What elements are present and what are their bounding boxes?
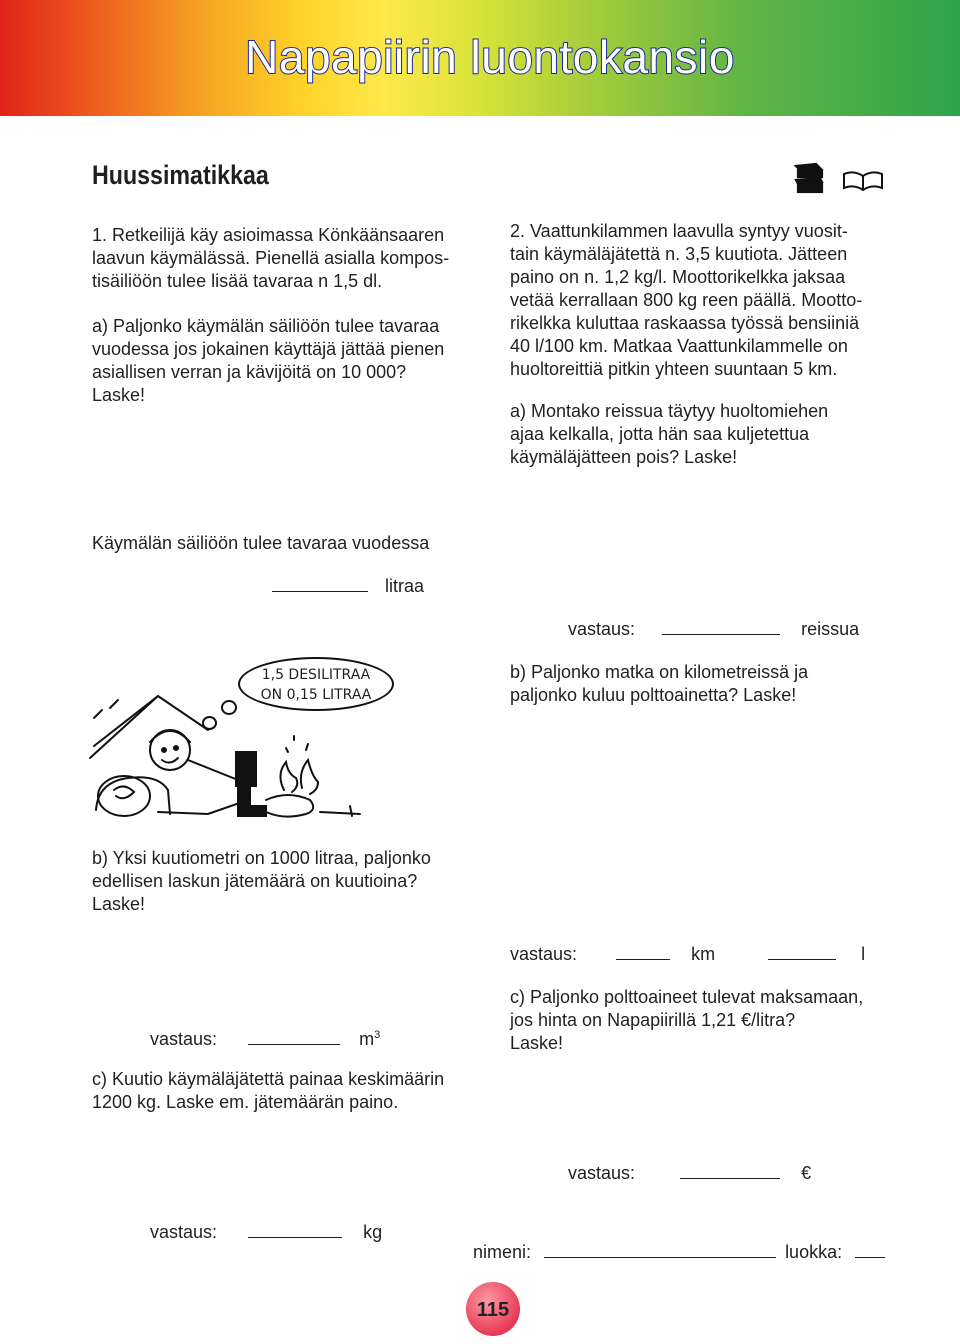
answer-2b-km-blank[interactable] bbox=[616, 957, 670, 960]
answer-2b-row bbox=[510, 943, 865, 966]
q2-line: huoltoreittiä pitkin yhteen suuntaan 5 km. bbox=[510, 359, 838, 379]
q1c-line: 1200 kg. Laske em. jätemäärän paino. bbox=[92, 1092, 399, 1112]
q2-line: 40 l/100 km. Matkaa Vaattunkilammelle on bbox=[510, 336, 848, 356]
books-icon bbox=[792, 160, 892, 198]
header-banner bbox=[0, 0, 960, 116]
name-class-row bbox=[473, 1241, 885, 1264]
answer-c-row bbox=[150, 1221, 382, 1244]
answer-2a-row bbox=[568, 618, 859, 641]
q1b-line: b) Yksi kuutiometri on 1000 litraa, paljonko bbox=[92, 848, 431, 868]
q2-line: rikelkka kuluttaa raskaassa työssä bensiiniä bbox=[510, 313, 860, 333]
question-2c bbox=[510, 986, 930, 1055]
answer-b-label: vastaus: bbox=[150, 1029, 218, 1049]
q2c-line: c) Paljonko polttoaineet tulevat maksamaan, bbox=[510, 987, 864, 1007]
q2b-line: b) Paljonko matka on kilometreissä ja bbox=[510, 662, 809, 682]
answer-2c-unit: € bbox=[801, 1163, 812, 1183]
q1a-line: asiallisen verran ja kävijöitä on 10 000? bbox=[92, 362, 407, 382]
q2c-line: jos hinta on Napapiirillä 1,21 €/litra? bbox=[510, 1010, 796, 1030]
answer-c-blank[interactable] bbox=[248, 1235, 342, 1238]
q1b-line: Laske! bbox=[92, 894, 146, 914]
q1-line: tisäiliöön tulee lisää tavaraa n 1,5 dl. bbox=[92, 271, 383, 291]
question-1b bbox=[92, 847, 492, 916]
page-heading: Huussimatikkaa bbox=[92, 160, 269, 190]
question-1a bbox=[92, 315, 492, 407]
q1c-line: c) Kuutio käymäläjätettä painaa keskimäärin bbox=[92, 1069, 445, 1089]
camper-illustration bbox=[88, 690, 368, 830]
answer-2b-label: vastaus: bbox=[510, 944, 578, 964]
answer-b-row bbox=[150, 1024, 380, 1051]
page-number-badge bbox=[466, 1282, 520, 1336]
answer-2a-blank[interactable] bbox=[662, 632, 780, 635]
q2a-line: käymäläjätteen pois? Laske! bbox=[510, 447, 738, 467]
question-2b bbox=[510, 661, 930, 707]
answer-b-blank[interactable] bbox=[248, 1042, 340, 1045]
q2b-line: paljonko kuluu polttoainetta? Laske! bbox=[510, 685, 797, 705]
q2-line: 2. Vaattunkilammen laavulla syntyy vuosit- bbox=[510, 221, 848, 241]
q1a-line: a) Paljonko käymälän säiliöön tulee tavaraa bbox=[92, 316, 440, 336]
question-2a bbox=[510, 400, 930, 469]
q2a-line: ajaa kelkalla, jotta hän saa kuljetettua bbox=[510, 424, 810, 444]
class-label: luokka: bbox=[785, 1242, 843, 1262]
thought-line: ON 0,15 LITRAA bbox=[260, 687, 372, 703]
class-blank[interactable] bbox=[855, 1255, 885, 1258]
q1a-line: Laske! bbox=[92, 385, 146, 405]
page-number: 115 bbox=[476, 1299, 510, 1321]
question-1 bbox=[92, 224, 492, 293]
q2-line: paino on n. 1,2 kg/l. Moottorikelkka jaksaa bbox=[510, 267, 846, 287]
answer-1-row bbox=[272, 575, 424, 598]
q1-line: 1. Retkeilijä käy asioimassa Könkäänsaaren bbox=[92, 225, 445, 245]
question-2 bbox=[510, 220, 930, 381]
answer-2b-l-blank[interactable] bbox=[768, 957, 836, 960]
thought-line: 1,5 DESILITRAA bbox=[261, 667, 371, 683]
answer-b-unit: m bbox=[359, 1029, 375, 1049]
q2-line: vetää kerrallaan 800 kg reen päällä. Mootto- bbox=[510, 290, 863, 310]
answer-2c-row bbox=[568, 1162, 811, 1185]
name-label: nimeni: bbox=[473, 1242, 532, 1262]
answer-1-blank[interactable] bbox=[272, 589, 368, 592]
q2-line: tain käymäläjätettä n. 3,5 kuutiota. Jätteen bbox=[510, 244, 848, 264]
answer-2a-unit: reissua bbox=[801, 619, 860, 639]
q2c-line: Laske! bbox=[510, 1033, 564, 1053]
answer-2c-label: vastaus: bbox=[568, 1163, 636, 1183]
answer-2b-km-unit: km bbox=[691, 944, 716, 964]
q1b-line: edellisen laskun jätemäärä on kuutioina? bbox=[92, 871, 418, 891]
answer-2b-l-unit: l bbox=[861, 944, 866, 964]
name-blank[interactable] bbox=[544, 1255, 776, 1258]
q2a-line: a) Montako reissua täytyy huoltomiehen bbox=[510, 401, 829, 421]
question-1c bbox=[92, 1068, 492, 1114]
q1a-line: vuodessa jos jokainen käyttäjä jättää pienen bbox=[92, 339, 445, 359]
header-title: Napapiirin luontokansio bbox=[245, 31, 735, 83]
answer-c-label: vastaus: bbox=[150, 1222, 218, 1242]
answer-2c-blank[interactable] bbox=[680, 1176, 780, 1179]
answer-2a-label: vastaus: bbox=[568, 619, 636, 639]
answer-1-unit: litraa bbox=[385, 576, 425, 596]
answer-c-unit: kg bbox=[363, 1222, 383, 1242]
q1-line: laavun käymälässä. Pienellä asialla kompos- bbox=[92, 248, 450, 268]
answer-1-intro: Käymälän säiliöön tulee tavaraa vuodessa bbox=[92, 533, 430, 553]
answer-b-sup: 3 bbox=[374, 1029, 381, 1041]
